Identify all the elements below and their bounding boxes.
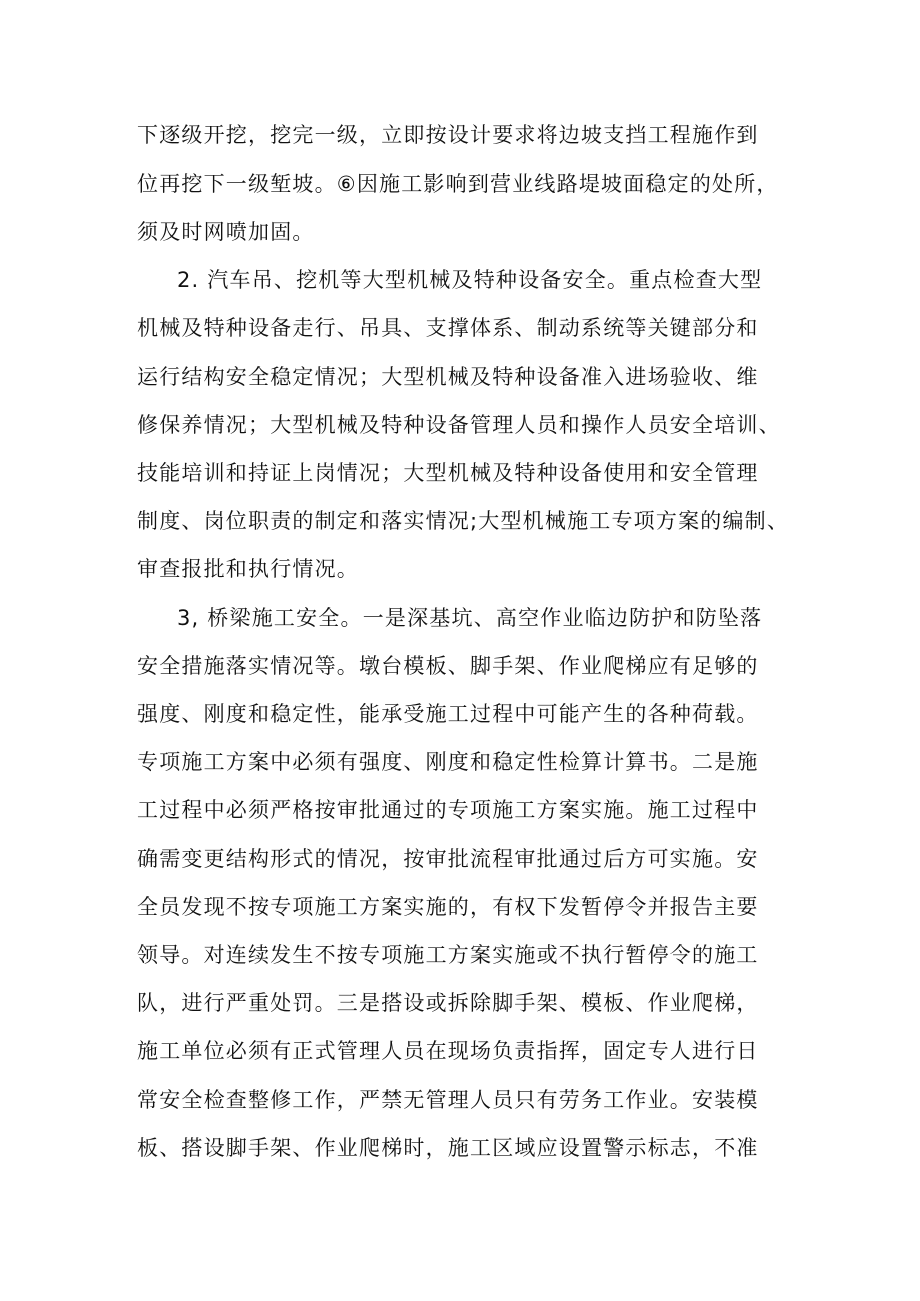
text-line: 技能培训和持证上岗情况；大型机械及特种设备使用和安全管理 xyxy=(137,461,759,485)
paragraph-start-line: 2. 汽车吊、挖机等大型机械及特种设备安全。重点检查大型 xyxy=(177,268,763,292)
text-line: 下逐级开挖，挖完一级，立即按设计要求将边坡支挡工程施作到 xyxy=(137,123,759,147)
text-line: 修保养情况；大型机械及特种设备管理人员和操作人员安全培训、 xyxy=(137,413,781,437)
text-line: 施工单位必须有正式管理人员在现场负责指挥，固定专人进行日 xyxy=(137,1039,759,1063)
text-line: 强度、刚度和稳定性，能承受施工过程中可能产生的各种荷载。 xyxy=(137,702,759,726)
text-line: 安全措施落实情况等。墩台模板、脚手架、作业爬梯应有足够的 xyxy=(137,654,759,678)
text-line: 常安全检查整修工作，严禁无管理人员只有劳务工作业。安装模 xyxy=(137,1088,759,1112)
text-line: 全员发现不按专项施工方案实施的，有权下发暂停令并报告主要 xyxy=(137,895,759,919)
text-line: 队，进行严重处罚。三是搭设或拆除脚手架、模板、作业爬梯， xyxy=(137,991,759,1015)
text-line: 审查报批和执行情况。 xyxy=(137,557,359,581)
text-line: 板、搭设脚手架、作业爬梯时，施工区域应设置警示标志，不准 xyxy=(137,1136,759,1160)
text-line: 工过程中必须严格按审批通过的专项施工方案实施。施工过程中 xyxy=(137,798,759,822)
text-line: 须及时网喷加固。 xyxy=(137,220,315,244)
text-line: 制度、岗位职责的制定和落实情况;大型机械施工专项方案的编制、 xyxy=(137,509,790,533)
text-line: 运行结构安全稳定情况；大型机械及特种设备准入进场验收、维 xyxy=(137,365,759,389)
text-line: 领导。对连续发生不按专项施工方案实施或不执行暂停令的施工 xyxy=(137,943,759,967)
text-line: 位再挖下一级堑坡。⑥因施工影响到营业线路堤坡面稳定的处所， xyxy=(137,172,779,196)
paragraph-start-line: 3, 桥梁施工安全。一是深基坑、高空作业临边防护和防坠落 xyxy=(177,606,763,630)
text-line: 专项施工方案中必须有强度、刚度和稳定性检算计算书。二是施 xyxy=(137,750,759,774)
text-line: 机械及特种设备走行、吊具、支撑体系、制动系统等关键部分和 xyxy=(137,316,759,340)
text-line: 确需变更结构形式的情况，按审批流程审批通过后方可实施。安 xyxy=(137,847,759,871)
